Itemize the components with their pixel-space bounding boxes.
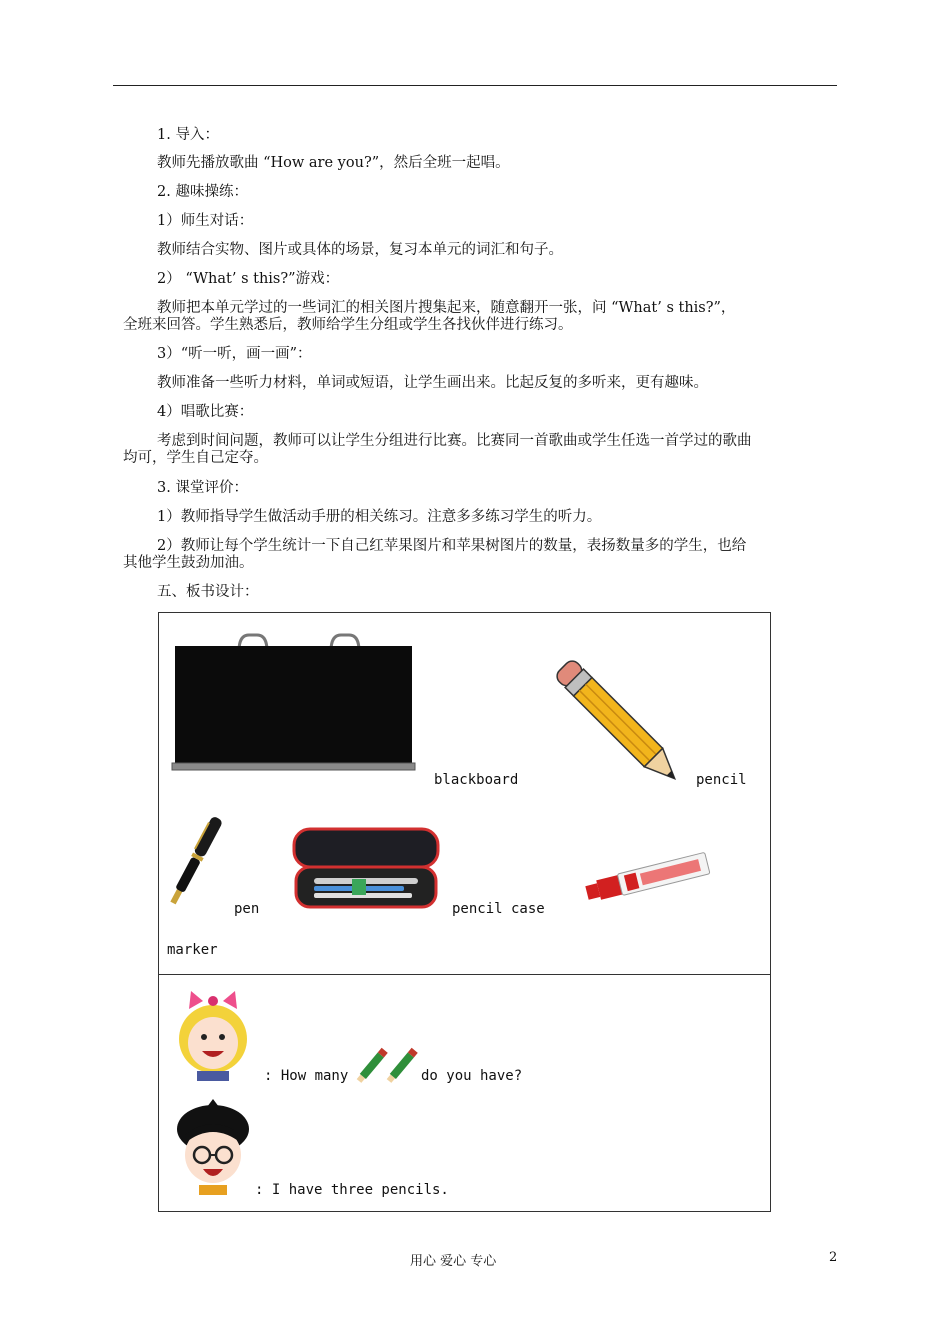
pen-image [167,813,237,909]
paragraph: 教师把本单元学过的一些词汇的相关图片搜集起来，随意翻开一张，问 “What’ s this?”， [157,300,736,316]
boy-avatar [169,1099,261,1199]
marker-image [583,857,713,907]
page-number: 2 [829,1250,838,1265]
word-blackboard: blackboard [434,772,519,788]
question-after: do you have? [421,1068,523,1084]
question-before: : How many [264,1068,349,1084]
paragraph: 2）教师让每个学生统计一下自己红苹果图片和苹果树图片的数量，表扬数量多的学生，也给 [157,538,747,554]
section-drill: 2. 趣味操练： [157,184,248,200]
word-pen: pen [234,901,260,917]
word-pencil: pencil [696,772,747,788]
paragraph-continued: 均可，学生自己定夺。 [123,450,268,466]
paragraph: 教师结合实物、图片或具体的场景，复习本单元的词汇和句子。 [157,242,563,258]
section-intro: 1. 导入： [157,127,219,143]
answer-text: : I have three pencils. [255,1182,449,1198]
girl-avatar [169,987,261,1083]
section-evaluation: 3. 课堂评价： [157,480,248,496]
subsection-listen-draw: 3）“听一听，画一画”： [157,346,312,362]
paragraph: 教师先播放歌曲 “How are you?”，然后全班一起唱。 [157,155,510,171]
paragraph-continued: 全班来回答。学生熟悉后，教师给学生分组或学生各找伙伴进行练习。 [123,317,573,333]
paragraph: 教师准备一些听力材料，单词或短语，让学生画出来。比起反复的多听来，更有趣味。 [157,375,708,391]
paragraph: 考虑到时间问题，教师可以让学生分组进行比赛。比赛同一首歌曲或学生任选一首学过的歌曲 [157,433,752,449]
board-design-dialogue [158,974,771,1212]
board-design-vocabulary [158,612,771,975]
section-board-design: 五、板书设计： [157,584,259,600]
subsection-singing: 4）唱歌比赛： [157,404,254,420]
word-pencil-case: pencil case [452,901,545,917]
pencil-case-image [292,827,442,911]
two-pencils-icon [355,1041,425,1085]
paragraph-continued: 其他学生鼓劲加油。 [123,555,254,571]
pencil-image [549,649,689,779]
word-marker: marker [167,942,218,958]
paragraph: 1）教师指导学生做活动手册的相关练习。注意多多练习学生的听力。 [157,509,602,525]
blackboard-image [169,629,429,775]
header-rule [113,85,837,86]
subsection-game: 2） “What’ s this?”游戏： [157,271,340,287]
footer-motto: 用心 爱心 专心 [410,1254,497,1269]
subsection-dialogue: 1）师生对话： [157,213,254,229]
